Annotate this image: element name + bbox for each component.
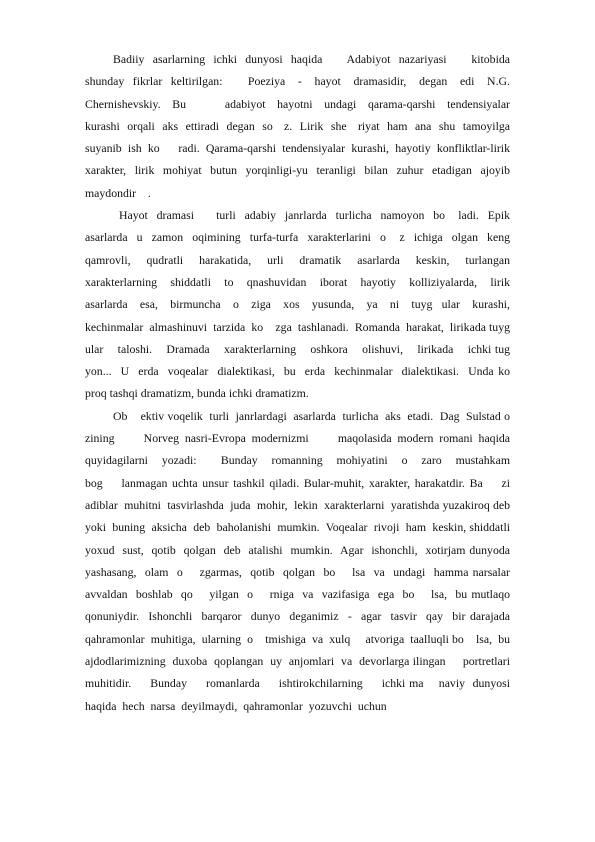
paragraph-1: Badiiy asarlarning ichki dunyosi haqida Adabiyot nazariyasi kitobida shunday fikrlar keltirilgan: Poeziya - hayot dramasidir, degan edi N.G. Chernishevskiy. Bu adabiyot hayotni undagi qarama-qarshi tendensiyalar kurashi orqali aks ettiradi degan so z. Lirik she riyat ham ana shu tamoyilga suyanib ish ko radi. Qarama-qarshi tendensiyalar kurashi, hayotiy konfliktlar-lirik xarakter, lirik mohiyat butun yorqinligi-yu teranligi bilan zuhur etadigan ajoyib maydondir .	[85, 52, 513, 200]
paragraph-3: Ob ektiv voqelik turli janrlardagi asarlarda turlicha aks etadi. Dag Sulstad o zining Norveg nasri-Evropa modernizmi maqolasida modern romani haqida quyidagilarni yozadi: Bunday romanning mohiyatini o zaro mustahkam bog lanmagan uchta unsur tashkil qiladi. Bular-muhit, xarakter, harakatdir. Ba zi adiblar muhitni tasvirlashda juda mohir, lekin xarakterlarni yaratishda yuzakiroq deb yoki buning aksicha deb baholanishi mumkin. Voqealar rivoji ham keskin, shiddatli yoxud sust, qotib qolgan deb atalishi mumkin. Agar ishonchli, xotirjam dunyoda yashasang, olam o zgarmas, qotib qolgan bo lsa va undagi hamma narsalar avvaldan boshlab qo yilgan o rniga va vazifasiga ega bo lsa, bu mutlaqo qonuniydir. Ishonchli barqaror dunyo deganimiz - agar tasvir qay bir darajada qahramonlar muhitiga, ularning o tmishiga va xulq atvoriga taalluqli bo lsa, bu ajdodlarimizning duxoba qoplangan uy anjomlari va devorlarga ilingan portretlari muhitidir. Bunday romanlarda ishtirokchilarning ichki ma naviy dunyosi haqida hech narsa deyilmaydi, qahramonlar yozuvchi uchun	[85, 408, 534, 713]
paragraph-2: Hayot dramasi turli adabiy janrlarda turlicha namoyon bo ladi. Epik asarlarda u zamon oqimining turfa-turfa xarakterlarini o z ichiga olgan keng qamrovli, qudratli harakatida, urli dramatik asarlarda keskin, turlangan xarakterlarning shiddatli to qnashuvidan iborat hayotiy kolliziyalarda, lirik asarlarda esa, birmuncha o ziga xos yusunda, ya ni tuyg ular kurashi, kechinmalar almashinuvi tarzida ko zga tashlanadi. Romanda harakat, lirikada tuyg ular taloshi. Dramada xarakterlarning oshkora olishuvi, lirikada ichki tug yon... U erda voqealar dialektikasi, bu erda kechinmalar dialektikasi. Unda ko proq tashqi dramatizm, bunda ichki dramatizm.	[85, 208, 522, 401]
body-text	[85, 48, 534, 717]
